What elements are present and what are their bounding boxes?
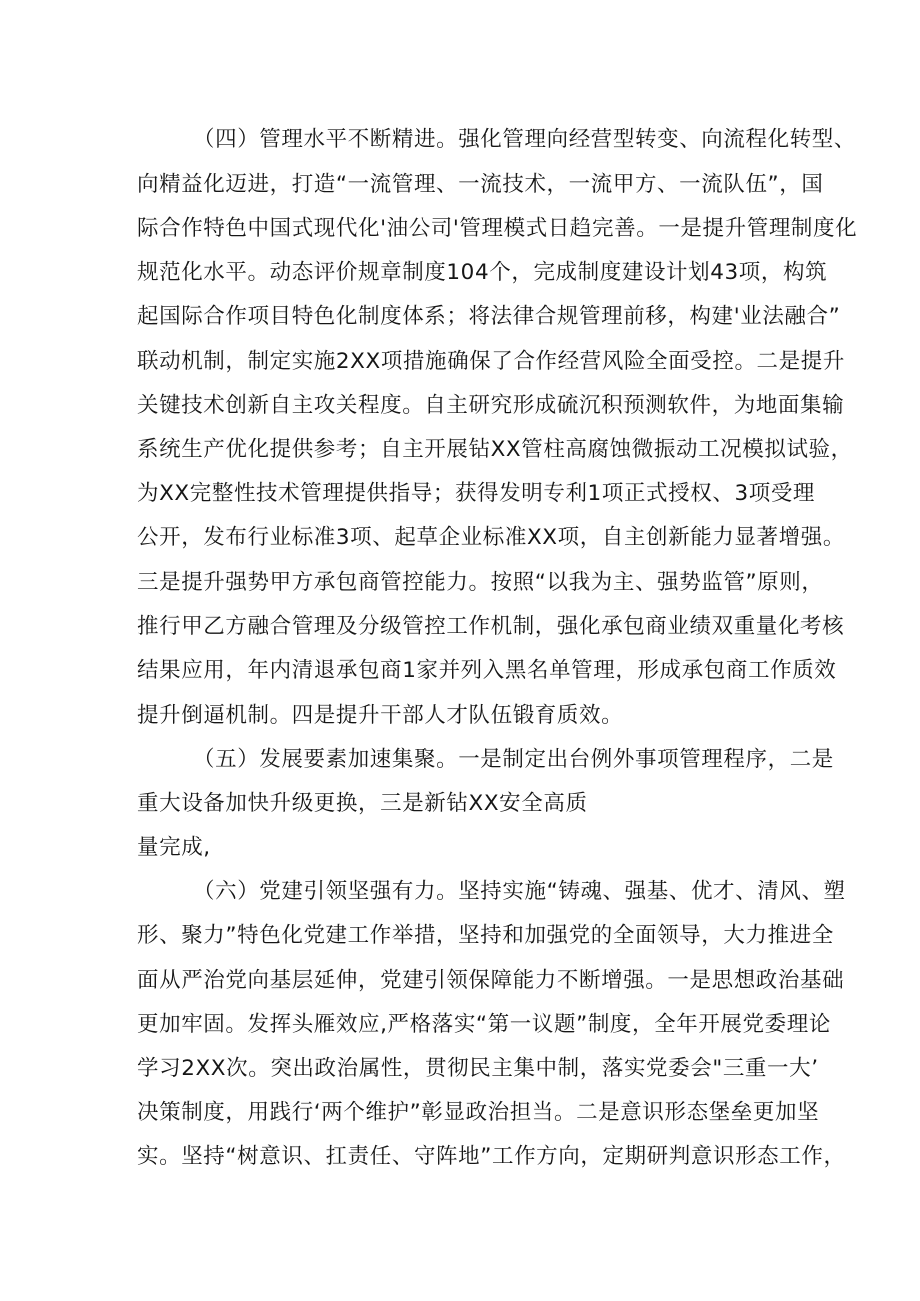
text-line: 量完成, <box>137 835 211 860</box>
text-line: 为XX完整性技术管理提供指导；获得发明专利1项正式授权、3项受理 <box>137 481 816 506</box>
text-line: 重大设备加快升级更换，三是新钻XX安全高质 <box>137 791 588 816</box>
text-line: 系统生产优化提供参考；自主开展钻XX管柱高腐蚀微振动工况模拟试验， <box>137 437 853 462</box>
text-line: 形、聚力”特色化党建工作举措，坚持和加强党的全面领导，大力推进全 <box>137 923 834 948</box>
text-line: 关键技术创新自主攻关程度。自主研究形成硫沉积预测软件，为地面集输 <box>137 393 845 418</box>
text-line: 联动机制，制定实施2XX项措施确保了合作经营风险全面受控。二是提升 <box>137 349 845 374</box>
text-line: 向精益化迈进，打造“一流管理、一流技术，一流甲方、一流队伍”，国 <box>137 172 824 197</box>
text-line: 三是提升强势甲方承包商管控能力。按照“以我为主、强势监管”原则， <box>137 570 824 595</box>
text-line: 结果应用，年内清退承包商1家并列入黑名单管理，形成承包商工作质效 <box>137 658 837 683</box>
paragraph-4-heading-line: （四）管理水平不断精进。强化管理向经营型转变、向流程化转型、 <box>193 127 857 152</box>
text-line: 起国际合作项目特色化制度体系；将法律合规管理前移，构建'业法融合” <box>137 304 841 329</box>
text-line: 学习2XX次。突出政治属性，贯彻民主集中制，落实党委会"三重一大’ <box>137 1056 819 1081</box>
text-line: 提升倒逼机制。四是提升干部人才队伍锻育质效。 <box>137 703 624 728</box>
text-line: 更加牢固。发挥头雁效应,严格落实“第一议题”制度，全年开展党委理论 <box>137 1012 831 1037</box>
paragraph-6-heading-line: （六）党建引领坚强有力。坚持实施“铸魂、强基、优才、清风、塑 <box>193 879 846 904</box>
text-line: 实。坚持“树意识、扛责任、守阵地”工作方向，定期研判意识形态工作， <box>137 1144 846 1169</box>
text-line: 决策制度，用践行‘两个维护”彰显政治担当。二是意识形态堡垒更加坚 <box>137 1100 820 1125</box>
text-line: 际合作特色中国式现代化'油公司'管理模式日趋完善。一是提升管理制度化 <box>137 216 858 241</box>
text-line: 推行甲乙方融合管理及分级管控工作机制，强化承包商业绩双重量化考核 <box>137 614 845 639</box>
paragraph-5-heading-line: （五）发展要素加速集聚。一是制定出台例外事项管理程序，二是 <box>193 747 834 772</box>
text-line: 规范化水平。动态评价规章制度104个，完成制度建设计划43项，构筑 <box>137 260 828 285</box>
text-line: 面从严治党向基层延伸，党建引领保障能力不断增强。一是思想政治基础 <box>137 968 845 993</box>
text-line: 公开，发布行业标准3项、起草企业标准XX项，自主创新能力显著增强。 <box>137 525 845 550</box>
